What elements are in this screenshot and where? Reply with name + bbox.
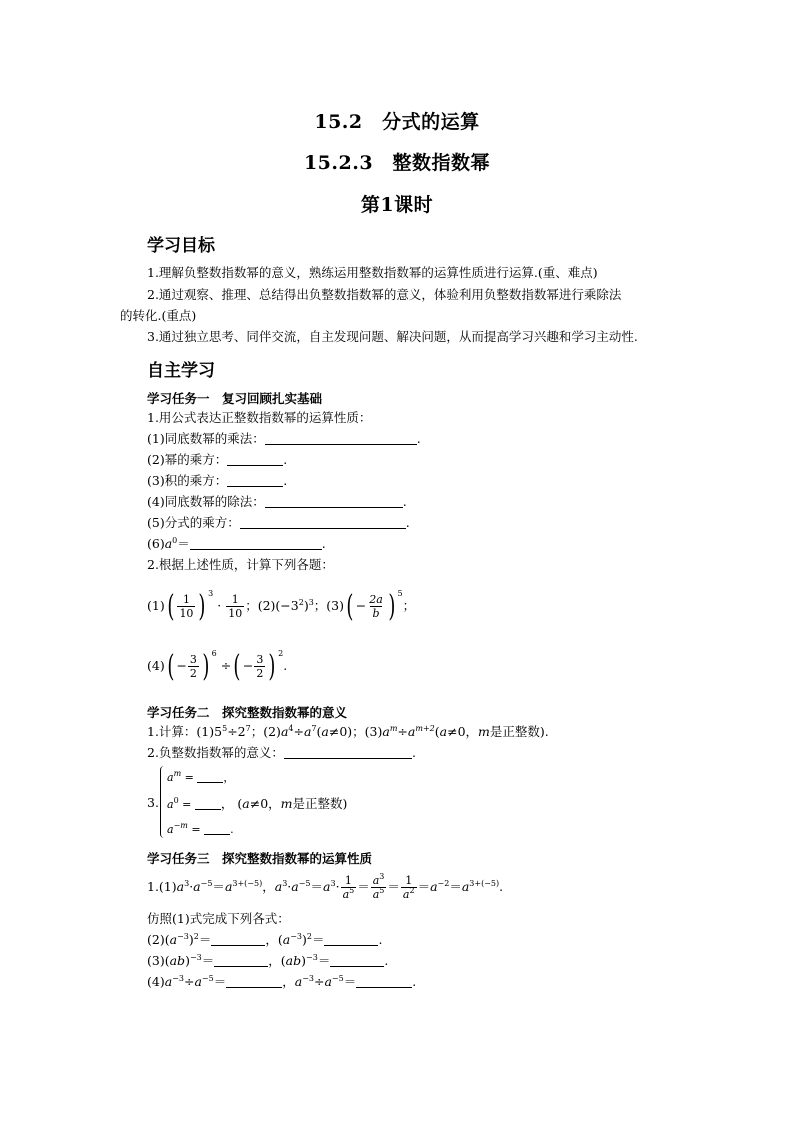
answer-blank[interactable] (227, 453, 283, 466)
meaning-row-zero: $a^0$ = ， (a≠0，m是正整数) (167, 796, 348, 811)
task1-p5: (5)分式的乘方： . (147, 515, 410, 530)
answer-blank[interactable] (197, 770, 223, 783)
task3-row3: (3)(ab)$^{-3}$＝ ，(ab)$^{-3}$＝ . (147, 953, 389, 968)
task3-row2: $(2)(a^{-3})^2=$ ，$(a^{-3})^2=$ . (147, 932, 383, 947)
answer-blank[interactable] (265, 432, 417, 445)
task2-q1: 1.计算：$(1)5^5\div 2^7$；$(2)a^4\div a^7(a\ne 0)$；$(3)a^m\div a^{m+2}(a\ne 0$，m是正整数). (147, 724, 549, 739)
goal-item-3: 3.通过独立思考、同伴交流，自主发现问题、解决问题，从而提高学习兴趣和学习主动性. (147, 329, 638, 344)
answer-blank[interactable] (211, 933, 265, 946)
answer-blank[interactable] (265, 495, 403, 508)
answer-blank[interactable] (226, 975, 282, 988)
fraction: $\frac{2a}{b}$ (369, 593, 383, 620)
task1-computations-row1: (1)( $\frac{1}{10}$ ) $^3$ · $\frac{1}{10}$ ；$(2)(-3^2)^3$；(3)( − $\frac{2a}{b}$ ) $^5$； (147, 588, 416, 624)
task1-p3: (3)积的乘方： . (147, 473, 288, 488)
goal-item-1: 1.理解负整数指数幂的意义，熟练运用整数指数幂的运算性质进行运算.(重、难点) (147, 265, 598, 280)
answer-blank[interactable] (214, 954, 268, 967)
task1-computations-row2: (4)( − $\frac{3}{2}$ ) $^6$ ÷( − $\frac{3}{2}$ ) $^2$. (147, 648, 288, 684)
goal-item-2-cont: 的转化.(重点) (120, 308, 197, 323)
task1-q2: 2.根据上述性质，计算下列各题： (147, 557, 334, 572)
answer-blank[interactable] (324, 933, 378, 946)
answer-blank[interactable] (240, 516, 406, 529)
task1-p4: (4)同底数幂的除法： . (147, 494, 407, 509)
answer-blank[interactable] (204, 822, 230, 835)
section-title: 15.2 分式的运算 (314, 111, 480, 133)
fraction: $\frac{1}{10}$ (179, 593, 194, 620)
fraction: $\frac{3}{2}$ (189, 653, 197, 680)
goal-item-2: 2.通过观察、推理、总结得出负整数指数幂的意义，体验利用负整数指数幂进行乘除法 (147, 287, 622, 302)
subsection-title: 15.2.3 整数指数幂 (303, 152, 491, 174)
fraction: $\frac{a^3}{a^5}$ (372, 872, 385, 901)
task1-p1: (1)同底数幂的乘法： . (147, 431, 421, 446)
fraction: $\frac{1}{a^5}$ (342, 874, 355, 901)
fraction: $\frac{3}{2}$ (256, 653, 264, 680)
answer-blank[interactable] (356, 975, 412, 988)
answer-blank[interactable] (284, 746, 412, 759)
task2-q3-label: 3. (147, 795, 159, 810)
fraction: $\frac{1}{10}$ (228, 593, 243, 620)
goals-heading: 学习目标 (147, 236, 215, 256)
lesson-title: 第1课时 (360, 194, 434, 216)
task1-p6: $(6)a^0=$ . (147, 536, 326, 551)
task3-example: $1.(1)a^3\cdot a^{-5}=a^{3+(-5)}$，$a^3\cdot a^{-5}=a^3\cdot$ $\frac{1}{a^5}$ ＝ $\frac{a^3}{a^5}$ ＝ $\frac{1}{a^2}$ $=a^{-2}=a^{3+(-5)}$. (147, 872, 504, 901)
answer-blank[interactable] (227, 474, 283, 487)
meaning-row-negative: $a^{-m}$ = . (167, 821, 234, 836)
fraction: $\frac{1}{a^2}$ (402, 874, 415, 901)
system-brace (160, 766, 167, 838)
answer-blank[interactable] (330, 954, 384, 967)
answer-blank[interactable] (190, 537, 322, 550)
task3-imitate: 仿照(1)式完成下列各式： (147, 911, 290, 926)
task3-heading: 学习任务三 探究整数指数幂的运算性质 (147, 851, 373, 866)
task1-p2: (2)幂的乘方： . (147, 452, 288, 467)
task2-q2: 2.负整数指数幂的意义： . (147, 745, 416, 760)
task2-heading: 学习任务二 探究整数指数幂的意义 (147, 705, 348, 720)
task3-row4: $(4)a^{-3}\div a^{-5}=$ ，$a^{-3}\div a^{-5}=$ . (147, 974, 417, 989)
task1-q1: 1.用公式表达正整数指数幂的运算性质： (147, 410, 372, 425)
answer-blank[interactable] (195, 797, 221, 810)
self-study-heading: 自主学习 (147, 361, 215, 381)
task1-heading: 学习任务一 复习回顾扎实基础 (147, 391, 323, 406)
meaning-row-positive: $a^m$ = ， (167, 769, 235, 784)
